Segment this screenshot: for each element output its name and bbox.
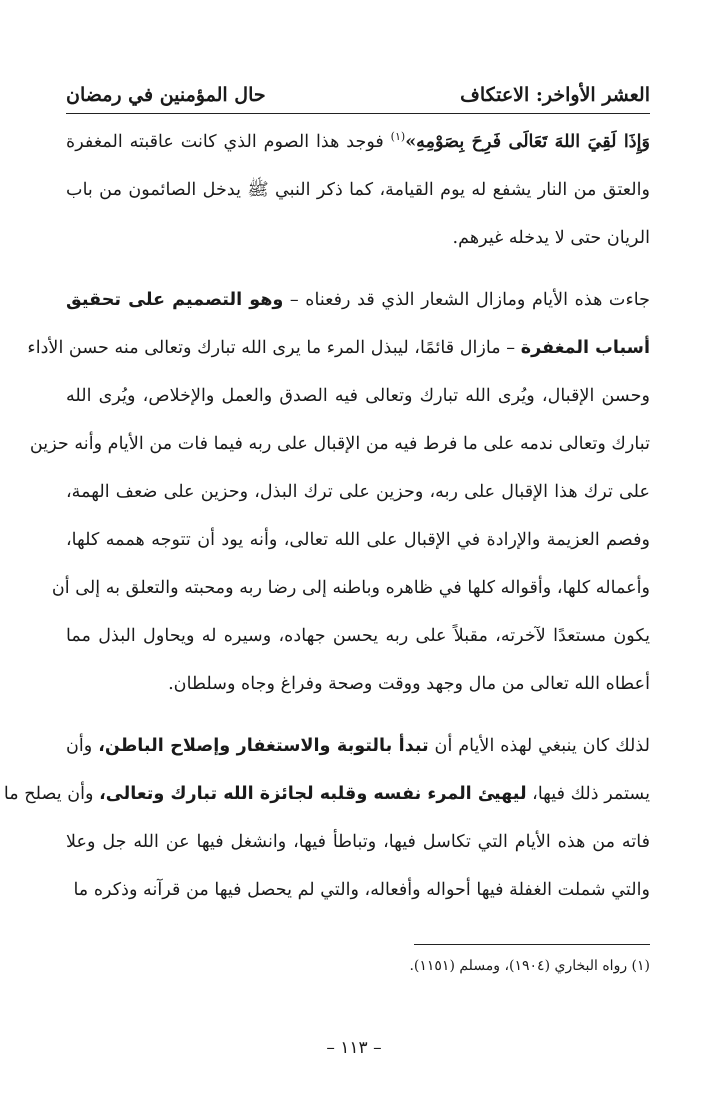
page-number: – ١١٣ –	[326, 1038, 382, 1058]
paragraph	[27, 276, 650, 708]
emphasis-text: تبدأ بالتوبة والاستغفار وإصلاح الباطن،	[98, 736, 429, 756]
text-line	[66, 166, 650, 214]
text-segment: والعتق من النار يشفع له يوم القيامة، كما ذكر النبي ﷺ يدخل الصائمون من باب	[66, 180, 650, 200]
text-segment: وأن يصلح ما	[3, 784, 100, 804]
header-book-title: حال المؤمنين في رمضان	[66, 84, 266, 106]
header-rule	[66, 113, 650, 114]
text-line	[66, 722, 650, 770]
text-segment: وأن	[66, 736, 99, 756]
text-segment: فاته من هذه الأيام التي تكاسل فيها، وتباطأ فيها، وانشغل فيها عن الله جل وعلا	[66, 832, 650, 852]
text-line	[66, 660, 650, 708]
text-segment: وفصم العزيمة والإرادة في الإقبال على الله تعالى، وأنه يود أن تتوجه هممه كلها،	[66, 530, 650, 550]
text-segment: وأعماله كلها، وأقواله كلها في ظاهره وباطنه إلى رضا ربه ومحبته والتعلق به إلى أن	[51, 578, 650, 598]
text-line	[66, 818, 650, 866]
text-line	[27, 324, 650, 372]
text-segment: – مازال قائمًا، ليبذل المرء ما يرى الله تبارك وتعالى منه حسن الأداء	[27, 338, 521, 358]
text-segment: أعطاه الله تعالى من مال وجهد ووقت وصحة وفراغ وجاه وسلطان.	[168, 674, 650, 694]
running-header	[66, 82, 650, 112]
text-line	[66, 372, 650, 420]
emphasis-text: ليهيئ المرء نفسه وقلبه لجائزة الله تبارك وتعالى،	[99, 784, 527, 804]
text-segment: الريان حتى لا يدخله غيرهم.	[452, 228, 650, 248]
text-segment: يستمر ذلك فيها،	[526, 784, 650, 804]
text-segment: وحسن الإقبال، ويُرى الله تبارك وتعالى فيه الصدق والعمل والإخلاص، ويُرى الله	[66, 386, 650, 406]
text-line	[3, 770, 650, 818]
emphasis-text: وَإِذَا لَقِيَ اللهَ تَعَالَى فَرِحَ بِصَوْمِهِ»	[405, 131, 650, 152]
emphasis-text: وهو التصميم على تحقيق	[66, 290, 284, 310]
text-segment: والتي شملت الغفلة فيها أحواله وأفعاله، والتي لم يحصل فيها من قرآنه وذكره ما	[73, 880, 650, 900]
paragraph-gap	[66, 262, 650, 276]
text-segment: جاءت هذه الأيام ومازال الشعار الذي قد رفعناه –	[283, 290, 650, 310]
paragraph	[3, 722, 650, 914]
footnote-rule	[414, 944, 650, 945]
text-segment: على ترك هذا الإقبال على ربه، وحزين على ترك البذل، وحزين على ضعف الهمة،	[66, 482, 650, 502]
text-line	[66, 612, 650, 660]
header-chapter-title: العشر الأواخر: الاعتكاف	[460, 84, 650, 106]
text-segment: تبارك وتعالى ندمه على ما فرط فيه من الإقبال على ربه فيما فات من الأيام وأنه حزين	[29, 434, 650, 454]
text-line	[66, 214, 650, 262]
emphasis-text: أسباب المغفرة	[520, 338, 650, 358]
text-segment: فوجد هذا الصوم الذي كانت عاقبته المغفرة	[66, 132, 391, 152]
text-line	[66, 468, 650, 516]
text-line	[66, 866, 650, 914]
footnote: (١) رواه البخاري (١٩٠٤)، ومسلم (١١٥١).	[409, 958, 650, 974]
text-line	[51, 564, 650, 612]
text-line	[66, 118, 650, 166]
text-line	[66, 516, 650, 564]
text-segment: يكون مستعدًا لآخرته، مقبلاً على ربه يحسن جهاده، وسيره له ويحاول البذل مما	[66, 626, 650, 646]
text-line	[29, 420, 650, 468]
paragraph-gap	[66, 708, 650, 722]
footnote-reference: (١)	[390, 130, 406, 144]
text-segment: لذلك كان ينبغي لهذه الأيام أن	[428, 736, 650, 756]
page-body	[3, 118, 650, 914]
text-line	[66, 276, 650, 324]
paragraph	[66, 118, 650, 262]
